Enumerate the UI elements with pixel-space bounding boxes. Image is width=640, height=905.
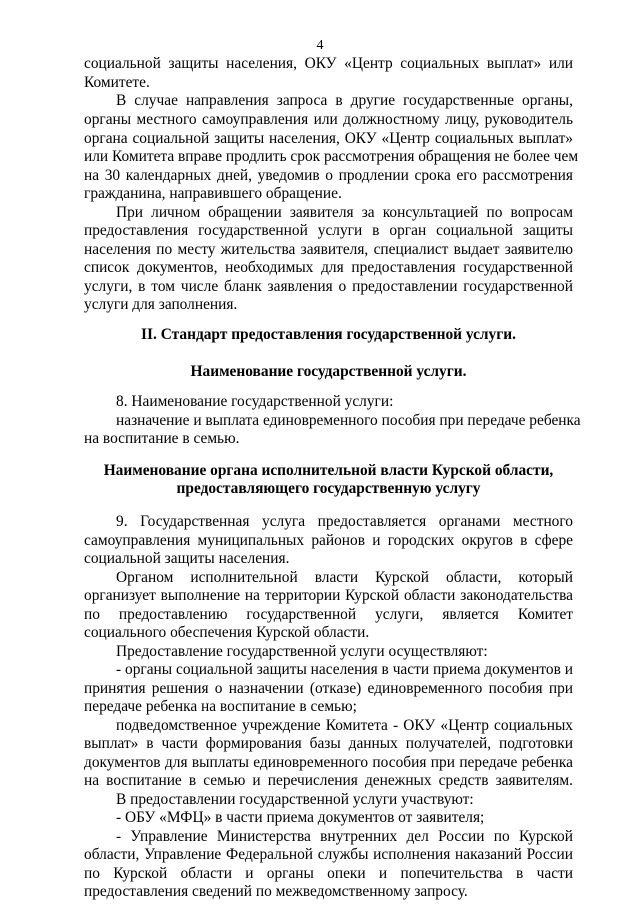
text-line: передаче ребенка на воспитание в семью; (84, 698, 357, 715)
text-line: на воспитание в семью и перечисления денежных средств заявителям. (84, 772, 573, 789)
text-line: на 30 календарных дней, уведомив о продлении срока его рассмотрения (84, 167, 573, 184)
text-line: 9. Государственная услуга предоставляется органами местного (116, 513, 573, 530)
text-line: органы местного самоуправления или должностному лицу, руководитель (84, 111, 573, 128)
text-line: предоставления государственной услуги в орган социальной защиты (84, 222, 573, 239)
text-line: принятия решения о назначении (отказе) единовременного пособия при (84, 680, 573, 697)
text-line: При личном обращении заявителя за консультацией по вопросам (116, 204, 573, 221)
text-line: или Комитета вправе продлить срок рассмотрения обращения не более чем (84, 148, 579, 165)
text-line: список документов, необходимых для предоставления государственной (84, 259, 573, 276)
text-line: организует выполнение на территории Курской области законодательства (84, 587, 573, 604)
text-line: Комитете. (84, 74, 150, 91)
text-line: В предоставлении государственной услуги участвуют: (116, 791, 474, 808)
text-line: - органы социальной защиты населения в части приема документов и (116, 661, 573, 678)
text-line: В случае направления запроса в другие государственные органы, (116, 92, 573, 109)
subsection-heading: Наименование органа исполнительной власти Курской области, (103, 462, 554, 479)
text-line: Органом исполнительной власти Курской области, который (116, 569, 573, 586)
text-line: социальной защиты населения, ОКУ «Центр социальных выплат» или (84, 55, 573, 72)
text-line: выплат» в части формирования базы данных получателей, подготовки (84, 735, 573, 752)
text-line: 8. Наименование государственной услуги: (116, 393, 394, 410)
text-line: Предоставление государственной услуги осуществляют: (116, 643, 488, 660)
text-line: услуги, в том числе бланк заявления о предоставлении государственной (84, 278, 573, 295)
text-line: подведомственное учреждение Комитета - ОКУ «Центр социальных (116, 717, 573, 734)
subsection-heading: Наименование государственной услуги. (190, 363, 467, 380)
text-line: самоуправления муниципальных районов и городских округов в сфере (84, 532, 573, 549)
text-line: области, Управление Федеральной службы исполнения наказаний России (84, 846, 573, 863)
text-line: по Курской области и органы опеки и попечительства в части (84, 865, 573, 882)
text-line: услуги для заполнения. (84, 296, 238, 313)
text-line: по предоставлению государственной услуги, является Комитет (84, 606, 573, 623)
text-line: документов для выплаты единовременного пособия при передаче ребенка (84, 754, 573, 771)
text-line: социальной защиты населения. (84, 550, 290, 567)
text-line: социального обеспечения Курской области. (84, 624, 370, 641)
text-line: гражданина, направившего обращение. (84, 185, 342, 202)
subsection-heading: предоставляющего государственную услугу (176, 480, 481, 497)
text-line: - ОБУ «МФЦ» в части приема документов от заявителя; (116, 809, 485, 826)
text-line: - Управление Министерства внутренних дел России по Курской (116, 828, 573, 845)
section-heading: II. Стандарт предоставления государственной услуги. (141, 326, 516, 343)
page-number: 4 (316, 38, 324, 53)
text-line: на воспитание в семью. (84, 430, 240, 447)
text-line: предоставления сведений по межведомственному запросу. (84, 883, 468, 900)
text-line: населения по месту жительства заявителя, специалист выдает заявителю (84, 241, 573, 258)
text-line: назначение и выплата единовременного пособия при передаче ребенка (116, 412, 581, 429)
text-line: органа социальной защиты населения, ОКУ «Центр социальных выплат» (84, 130, 573, 147)
